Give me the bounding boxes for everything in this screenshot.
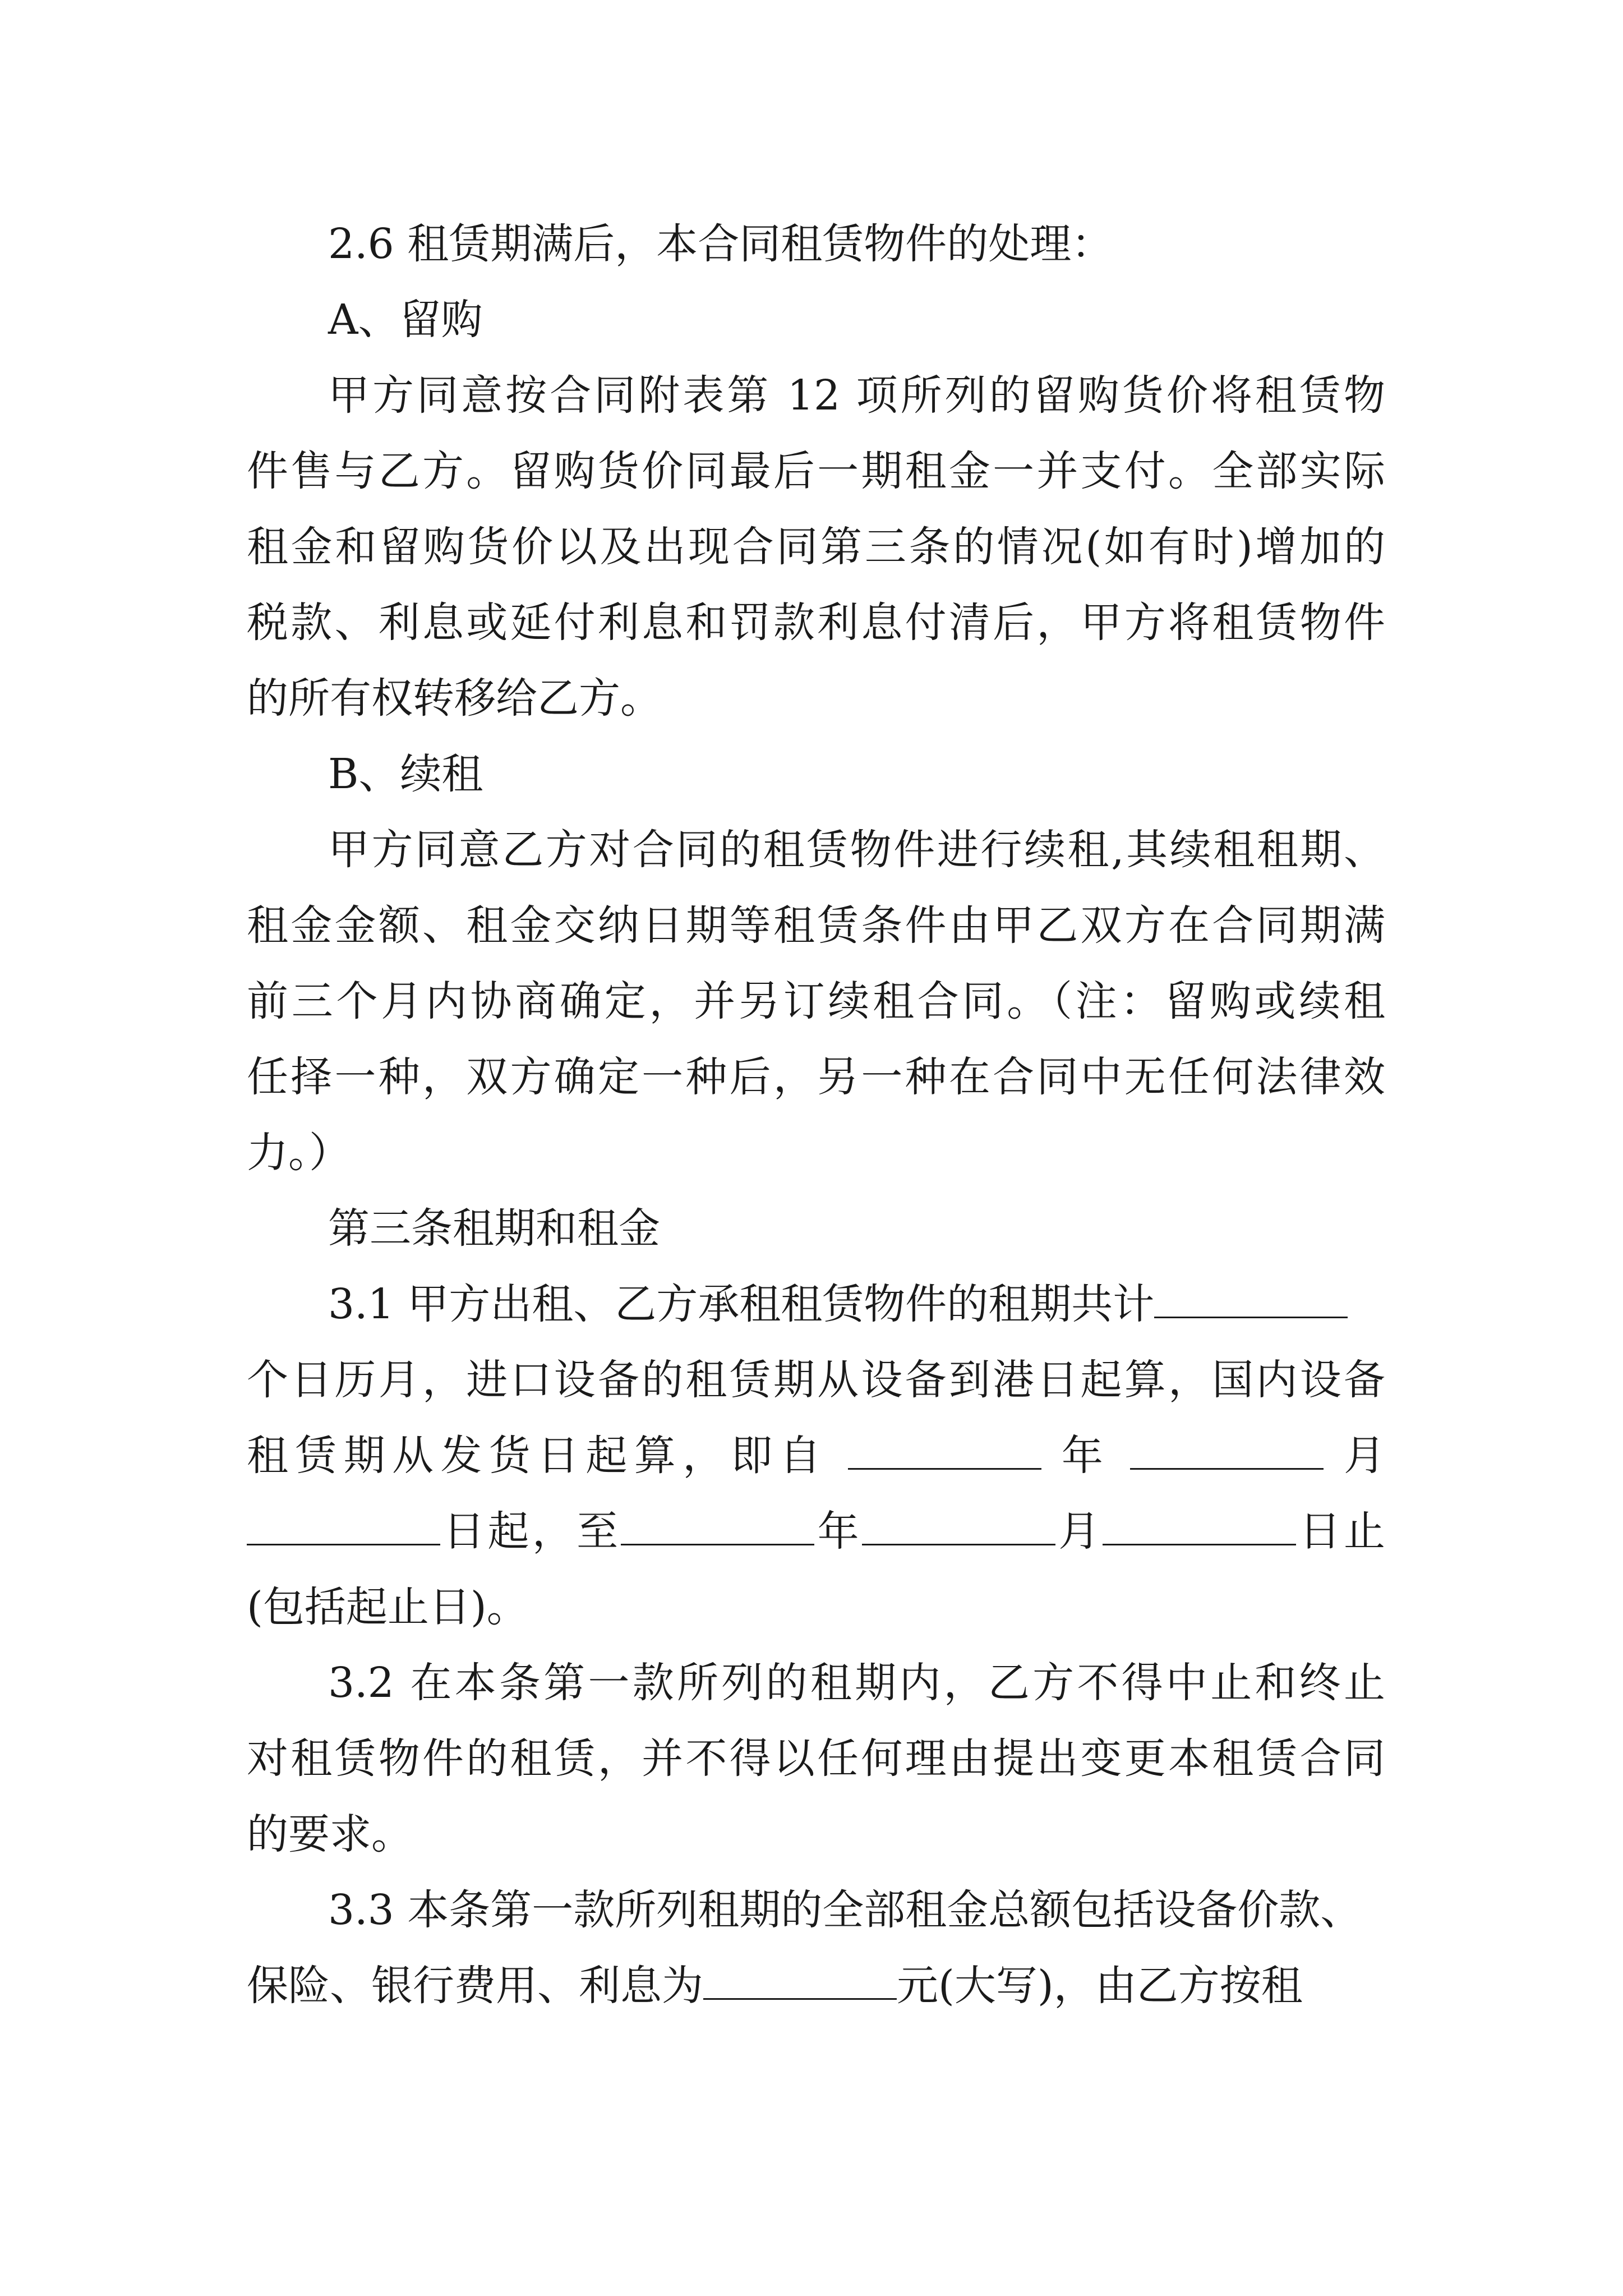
paragraph-line: 租金金额、租金交纳日期等租赁条件由甲乙双方在合同期满 <box>247 901 1385 950</box>
end-year-blank[interactable] <box>621 1510 814 1545</box>
article-3-heading: 第三条租期和租金 <box>328 1204 660 1253</box>
paragraph-line: 件售与乙方。留购货价同最后一期租金一并支付。全部实际 <box>247 447 1385 495</box>
clause-3-1-text: 3.1 甲方出租、乙方承租租赁物件的租期共计 <box>328 1280 1155 1328</box>
paragraph-line: 的所有权转移给乙方。 <box>247 674 662 723</box>
paragraph-line: 税款、利息或延付利息和罚款利息付清后，甲方将租赁物件 <box>247 599 1385 647</box>
day-start-text: 日起，至 <box>440 1507 621 1556</box>
option-b-heading: B、续租 <box>328 750 483 798</box>
start-day-blank[interactable] <box>247 1510 440 1545</box>
paragraph-line: 甲方同意按合同附表第 12 项所列的留购货价将租赁物 <box>328 371 1385 420</box>
paragraph-line: 前三个月内协商确定，并另订续租合同。（注：留购或续租 <box>247 977 1385 1025</box>
total-rent-text: 保险、银行费用、利息为 <box>247 1962 703 2010</box>
year-label: 年 <box>1061 1432 1110 1480</box>
paragraph-line: 3.3 本条第一款所列租期的全部租金总额包括设备价款、 <box>328 1886 1362 1934</box>
lease-start-date-line <box>247 1425 1385 1487</box>
month-label: 月 <box>1055 1507 1103 1556</box>
start-year-blank[interactable] <box>848 1434 1041 1470</box>
paragraph-line: 对租赁物件的租赁，并不得以任何理由提出变更本租赁合同 <box>247 1734 1385 1783</box>
year-label: 年 <box>814 1507 862 1556</box>
paragraph-line: (包括起止日)。 <box>247 1583 528 1631</box>
paragraph-line: 甲方同意乙方对合同的租赁物件进行续租,其续租租期、 <box>328 826 1385 874</box>
month-label: 月 <box>1344 1432 1386 1480</box>
paragraph-line: 的要求。 <box>247 1810 413 1858</box>
option-a-heading: A、留购 <box>328 296 483 344</box>
total-rent-blank[interactable] <box>703 1964 897 2000</box>
paragraph-line: 个日历月，进口设备的租赁期从设备到港日起算，国内设备 <box>247 1356 1385 1404</box>
day-end-text: 日止 <box>1296 1507 1386 1556</box>
lease-start-text: 租赁期从发货日起算，即自 <box>247 1432 828 1480</box>
end-day-blank[interactable] <box>1103 1510 1296 1545</box>
clause-2-6-heading: 2.6 租赁期满后，本合同租赁物件的处理： <box>328 220 1113 268</box>
clause-3-1-line <box>328 1273 1385 1335</box>
start-month-blank[interactable] <box>1130 1434 1324 1470</box>
paragraph-line: 任择一种，双方确定一种后，另一种在合同中无任何法律效 <box>247 1053 1385 1101</box>
end-month-blank[interactable] <box>862 1510 1055 1545</box>
paragraph-line: 3.2 在本条第一款所列的租期内，乙方不得中止和终止 <box>328 1659 1385 1707</box>
lease-end-date-line <box>247 1501 1385 1562</box>
total-rent-line <box>247 1955 1385 2017</box>
paragraph-line: 租金和留购货价以及出现合同第三条的情况(如有时)增加的 <box>247 523 1385 571</box>
paragraph-line: 力。） <box>247 1129 351 1177</box>
lease-months-blank[interactable] <box>1154 1283 1348 1318</box>
total-rent-tail: 元(大写)，由乙方按租 <box>897 1962 1303 2010</box>
